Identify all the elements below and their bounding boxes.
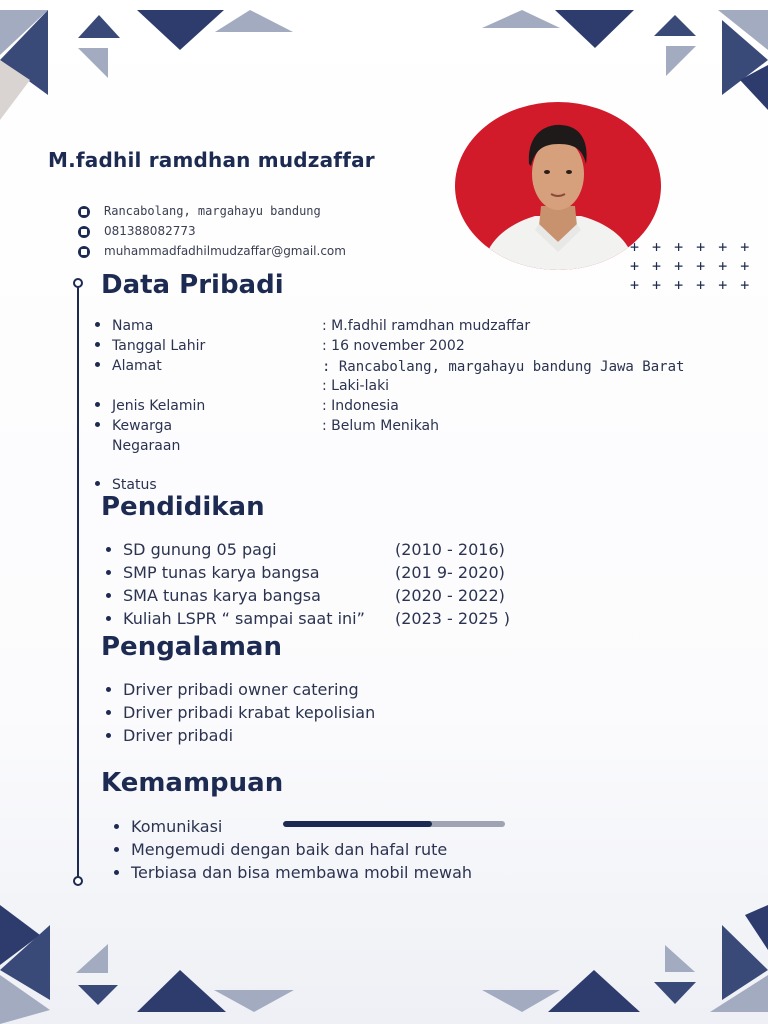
skill-item: Terbiasa dan bisa membawa mobil mewah [114, 863, 472, 882]
education-period: (2023 - 2025 ) [395, 609, 510, 628]
timeline-line [77, 285, 79, 879]
education-period: (201 9- 2020) [395, 563, 505, 582]
section-title-kemampuan: Kemampuan [101, 768, 284, 798]
skill-level-fill [283, 821, 432, 827]
experience-item: Driver pribadi [106, 726, 233, 745]
label-negaraan: Negaraan [112, 438, 181, 454]
mail-icon [78, 246, 90, 258]
section-title-pendidikan: Pendidikan [101, 492, 265, 522]
address-text: Rancabolang, margahayu bandung [104, 204, 321, 218]
experience-item: Driver pribadi owner catering [106, 680, 359, 699]
home-icon [78, 206, 90, 218]
label-jenis-kelamin: Jenis Kelamin [95, 398, 205, 414]
label-tanggal-lahir: Tanggal Lahir [95, 338, 205, 354]
education-period: (2010 - 2016) [395, 540, 505, 559]
education-item: Kuliah LSPR “ sampai saat ini” [106, 609, 365, 628]
phone-icon [78, 226, 90, 238]
label-status: Status [95, 477, 157, 493]
value-alamat: : Rancabolang, margahayu bandung Jawa Barat [322, 359, 685, 375]
contact-email [78, 244, 346, 258]
education-item: SD gunung 05 pagi [106, 540, 277, 559]
value-nama: : M.fadhil ramdhan mudzaffar [322, 318, 531, 334]
value-kewarganegaraan: : Indonesia [322, 398, 399, 414]
plus-pattern: + + + + + + + + + + + + + + + + + + [630, 238, 752, 294]
experience-item: Driver pribadi krabat kepolisian [106, 703, 375, 722]
email-link[interactable]: muhammadfadhilmudzaffar@gmail.com [104, 244, 346, 258]
timeline-dot-bottom [73, 876, 83, 886]
value-tanggal-lahir: : 16 november 2002 [322, 338, 465, 354]
education-item: SMP tunas karya bangsa [106, 563, 320, 582]
contact-phone [78, 224, 196, 238]
timeline-dot-top [73, 278, 83, 288]
label-nama: Nama [95, 318, 153, 334]
full-name: M.fadhil ramdhan mudzaffar [48, 148, 375, 172]
education-item: SMA tunas karya bangsa [106, 586, 321, 605]
contact-address [78, 204, 321, 218]
section-title-data-pribadi: Data Pribadi [101, 270, 284, 300]
skill-level-bar [283, 821, 505, 827]
label-kewarga: Kewarga [95, 418, 172, 434]
label-alamat: Alamat [95, 358, 162, 374]
skill-item: Mengemudi dengan baik dan hafal rute [114, 840, 447, 859]
value-status: : Belum Menikah [322, 418, 440, 434]
value-jenis-kelamin: : Laki-laki [322, 378, 390, 394]
skill-item: Komunikasi [114, 817, 222, 836]
section-title-pengalaman: Pengalaman [101, 632, 282, 662]
phone-text: 081388082773 [104, 224, 196, 238]
education-period: (2020 - 2022) [395, 586, 505, 605]
